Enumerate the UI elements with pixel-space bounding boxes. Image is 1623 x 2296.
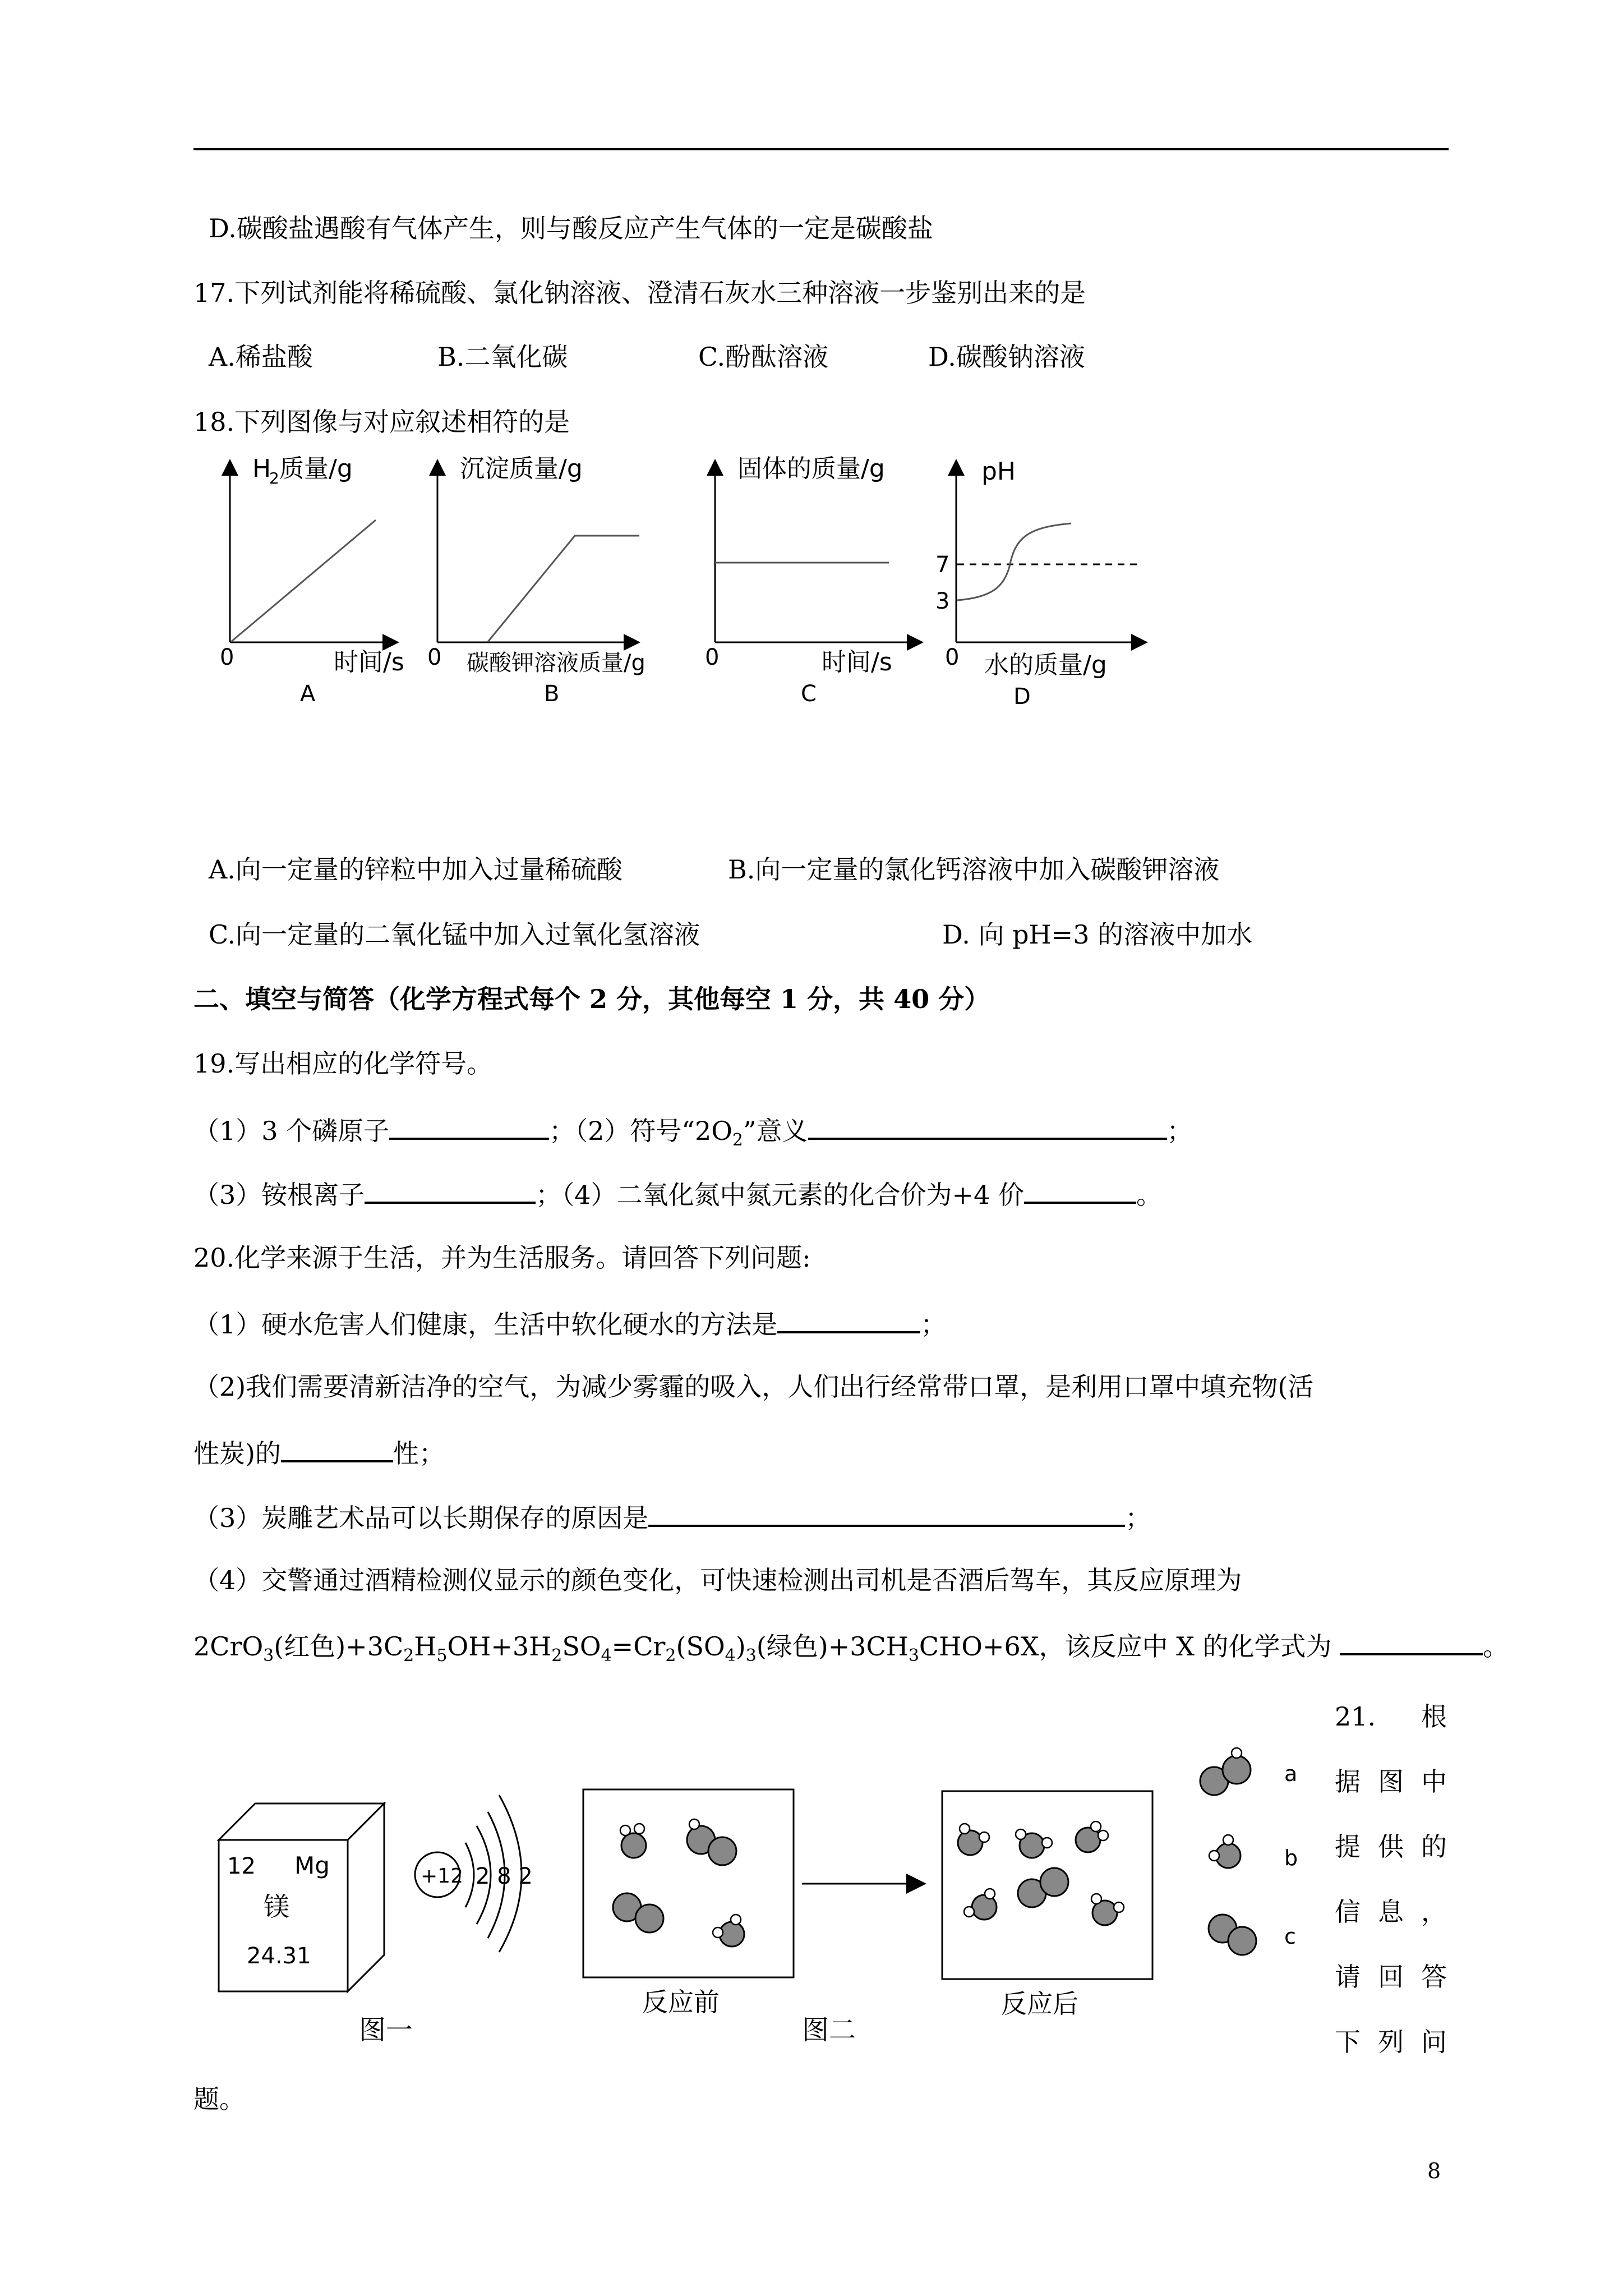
electron-shells: 2 8 2 <box>476 1864 533 1889</box>
element-tile-magnesium <box>219 1803 384 1991</box>
chart-d-origin: 0 <box>945 645 960 670</box>
legend-c: c <box>1284 1924 1296 1949</box>
chart-c-origin: 0 <box>705 645 720 670</box>
answer-blank[interactable] <box>808 1112 1167 1140</box>
chart-a-ylabel-rest: 质量/g <box>279 454 353 483</box>
q20-equation: 2CrO$_3$(红色)$+3C_2H_5OH+3H_2SO_4=Cr_2(SO_4)_3$(绿色)$+3CH_3CHO+6X$，该反应中 X 的化学式为 。 <box>193 1627 1509 1663</box>
after-label: 反应后 <box>1001 1989 1078 2019</box>
q18-option-a: A.向一定量的锌粒中加入过量稀硫酸 <box>209 854 623 885</box>
molecule-legend <box>1200 1748 1298 1955</box>
q21-tail: 题。 <box>193 2084 245 2114</box>
q17-option-a: A.稀盐酸 <box>209 342 313 372</box>
q18-option-d: D. 向 pH=3 的溶液中加水 <box>942 919 1253 950</box>
element-name: 镁 <box>264 1892 289 1922</box>
header-rule <box>193 148 1449 150</box>
q18-charts <box>208 449 1161 729</box>
nucleus-charge: +12 <box>421 1865 463 1888</box>
q20-part-1: （1）硬水危害人们健康，生活中软化硬水的方法是 ； <box>193 1305 946 1341</box>
chart-b-origin: 0 <box>427 645 442 670</box>
chart-d-xlabel: 水的质量/g <box>984 651 1107 679</box>
chart-b-line <box>488 536 639 642</box>
reaction-after-box <box>942 1791 1152 1979</box>
q20-part-2a: （2)我们需要清新洁净的空气，为减少雾霾的吸入，人们出行经常带口罩，是利用口罩中填充物(活 <box>193 1372 1314 1402</box>
chart-d-ylabel: pH <box>981 457 1016 486</box>
chart-d-curve <box>957 523 1071 600</box>
chart-a-ylabel-sub: 2 <box>269 469 279 487</box>
q17-option-c: C.酚酞溶液 <box>698 342 829 372</box>
atom-structure-diagram <box>415 1795 533 1952</box>
q20-part-4: （4）交警通过酒精检测仪显示的颜色变化，可快速检测出司机是否酒后驾车，其反应原理为 <box>193 1565 1242 1595</box>
figure-2-caption: 图二 <box>802 2014 856 2046</box>
chart-a-xlabel: 时间/s <box>334 648 404 677</box>
legend-b: b <box>1284 1846 1298 1870</box>
chart-a-origin: 0 <box>220 645 234 670</box>
answer-blank[interactable] <box>389 1112 549 1140</box>
element-symbol: Mg <box>294 1852 330 1879</box>
q19-stem: 19.写出相应的化学符号。 <box>193 1048 493 1079</box>
answer-blank[interactable] <box>1340 1627 1483 1655</box>
chart-a-ylabel-h: H <box>252 454 271 483</box>
chart-c-ylabel: 固体的质量/g <box>737 454 885 483</box>
chart-c-xlabel: 时间/s <box>822 648 892 677</box>
q20-stem: 20.化学来源于生活，并为生活服务。请回答下列问题: <box>193 1243 811 1273</box>
legend-a: a <box>1284 1761 1298 1786</box>
answer-blank[interactable] <box>281 1434 393 1462</box>
atomic-mass: 24.31 <box>247 1943 311 1969</box>
chart-a <box>220 454 404 707</box>
q18-stem: 18.下列图像与对应叙述相符的是 <box>193 407 570 437</box>
q18-option-c: C.向一定量的二氧化锰中加入过氧化氢溶液 <box>209 919 700 950</box>
section-2-heading: 二、填空与简答（化学方程式每个 2 分，其他每空 1 分，共 40 分） <box>193 984 990 1014</box>
answer-blank[interactable] <box>777 1305 920 1333</box>
before-label: 反应前 <box>642 1987 720 2017</box>
chart-b-xlabel: 碳酸钾溶液质量/g <box>467 650 645 676</box>
figure-1-caption: 图一 <box>359 2014 413 2046</box>
atomic-number: 12 <box>227 1853 256 1879</box>
page-number: 8 <box>1427 2159 1441 2183</box>
chart-d-tick-7: 7 <box>935 552 950 578</box>
q20-part-3: （3）炭雕艺术品可以长期保存的原因是 ； <box>193 1499 1151 1535</box>
q21-stem-column: 21. 根 据图中 提供的 信息， 请回答 下列问 <box>1335 1701 1447 2057</box>
chart-b-ylabel: 沉淀质量/g <box>460 454 583 483</box>
chart-a-letter: A <box>300 681 316 707</box>
chart-a-line <box>231 520 376 642</box>
q19-line-1: （1）3 个磷原子 ；（2）符号“$2O_2$”意义 ； <box>193 1112 1193 1148</box>
chart-d-letter: D <box>1013 684 1031 710</box>
reaction-before-box <box>583 1789 794 1977</box>
chart-c <box>705 454 917 707</box>
q17-option-d: D.碳酸钠溶液 <box>928 342 1085 372</box>
q18-option-b: B.向一定量的氯化钙溶液中加入碳酸钾溶液 <box>728 854 1220 885</box>
q19-line-2: （3）铵根离子 ；（4）二氧化氮中氮元素的化合价为+4 价 。 <box>193 1176 1162 1212</box>
q20-part-2b: 性炭)的 性； <box>193 1434 445 1470</box>
answer-blank[interactable] <box>1024 1176 1136 1204</box>
answer-blank[interactable] <box>648 1499 1125 1527</box>
q17-option-b: B.二氧化碳 <box>437 342 568 372</box>
chart-d-tick-3: 3 <box>935 588 950 614</box>
chart-c-letter: C <box>801 681 817 707</box>
answer-blank[interactable] <box>365 1176 536 1204</box>
q21-figures <box>208 1728 1329 2087</box>
q17-stem: 17.下列试剂能将稀硫酸、氯化钠溶液、澄清石灰水三种溶液一步鉴别出来的是 <box>193 278 1086 308</box>
chart-b-letter: B <box>544 681 560 707</box>
chart-b <box>427 454 645 707</box>
q16-option-d: D.碳酸盐遇酸有气体产生，则与酸反应产生气体的一定是碳酸盐 <box>209 213 933 243</box>
chart-d <box>935 457 1141 710</box>
